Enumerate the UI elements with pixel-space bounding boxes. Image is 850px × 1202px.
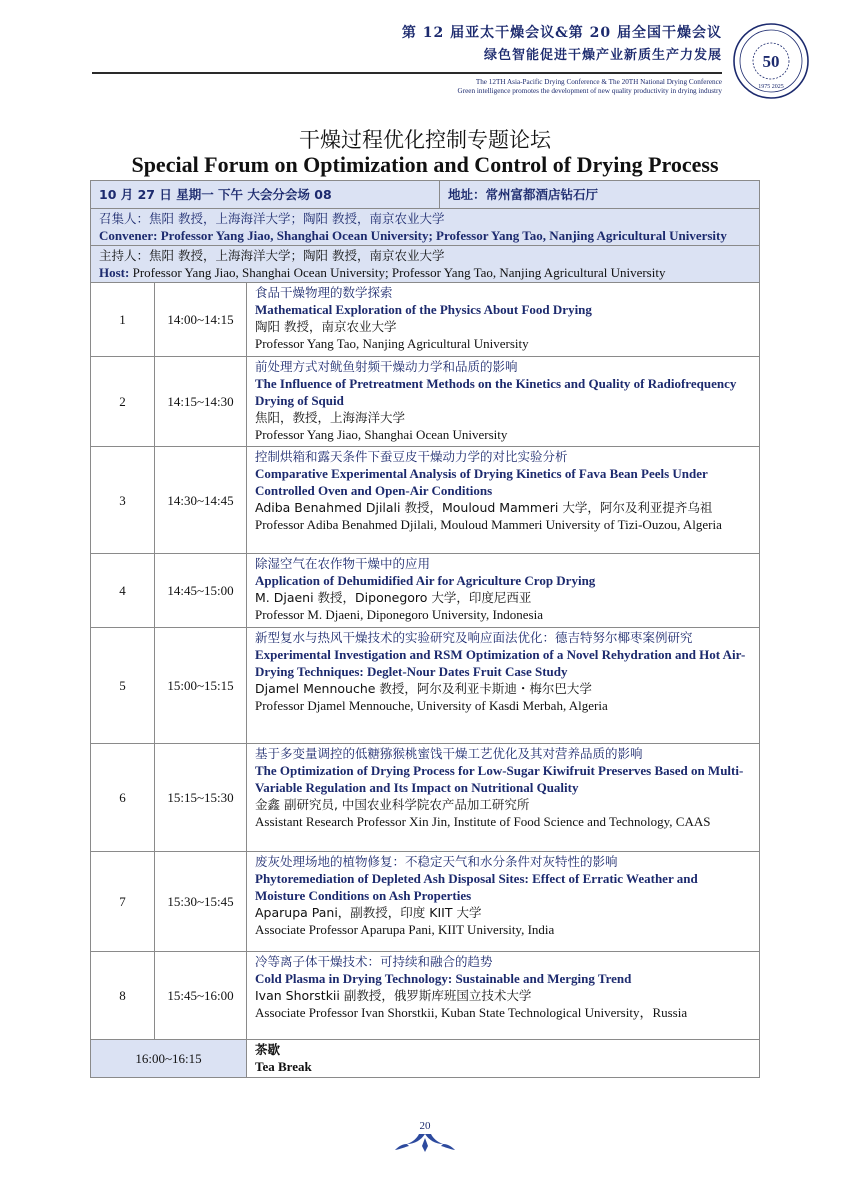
talk-speaker-en: Assistant Research Professor Xin Jin, Institute of Food Science and Technology, CAAS	[255, 814, 711, 829]
talk-speaker-en: Professor Djamel Mennouche, University of Kasdi Merbah, Algeria	[255, 698, 608, 713]
talk-number: 4	[91, 554, 155, 628]
talk-number: 6	[91, 744, 155, 852]
tea-break-title-cn: 茶歇	[255, 1042, 281, 1057]
talk-title-cn: 除湿空气在农作物干燥中的应用	[255, 556, 431, 571]
talk-speaker-cn: Aparupa Pani，副教授，印度 KIIT 大学	[255, 905, 482, 920]
header-conference-title-en: The 12TH Asia-Pacific Drying Conference & The 20TH National Drying Conference	[475, 78, 722, 86]
talk-speaker-en: Professor Adiba Benahmed Djilali, Mouloud Mammeri University of Tizi-Ouzou, Algeria	[255, 517, 722, 532]
host-en-label: Host:	[99, 265, 130, 280]
header-theme-en: Green intelligence promotes the development of new quality productivity in drying industry	[457, 87, 722, 95]
logo-number: 50	[762, 52, 780, 71]
host-row	[91, 246, 760, 283]
session-location: 地址：常州富都酒店钻石厅	[448, 187, 599, 202]
convener-en: Convener: Professor Yang Jiao, Shanghai Ocean University; Professor Yang Tao, Nanjing Agricultural University	[99, 228, 727, 243]
page-header	[0, 0, 850, 110]
talk-speaker-en: Associate Professor Ivan Shorstkii, Kuban State Technological University，Russia	[255, 1005, 688, 1020]
host-cn: 主持人：焦阳 教授，上海海洋大学；陶阳 教授，南京农业大学	[99, 248, 445, 263]
talk-speaker-cn: 金鑫 副研究员, 中国农业科学院农产品加工研究所	[255, 797, 530, 812]
talk-number: 3	[91, 447, 155, 554]
talk-row	[91, 628, 760, 744]
talk-row	[91, 744, 760, 852]
talk-title-en: The Influence of Pretreatment Methods on the Kinetics and Quality of Radiofrequency Drying of Squid	[255, 376, 737, 408]
talk-time: 15:45~16:00	[155, 952, 247, 1040]
talk-speaker-en: Professor Yang Jiao, Shanghai Ocean University	[255, 427, 508, 442]
talk-title-en: Experimental Investigation and RSM Optimization of a Novel Rehydration and Hot Air-Drying Techniques: Deglet-Nour Dates Fruit Case Study	[255, 647, 746, 679]
talk-row	[91, 852, 760, 952]
talk-title-en: Comparative Experimental Analysis of Drying Kinetics of Fava Bean Peels Under Controlled Oven and Open-Air Conditions	[255, 466, 708, 498]
host-en	[99, 264, 751, 281]
talk-speaker-cn: Adiba Benahmed Djilali 教授，Mouloud Mammeri 大学，阿尔及利亚提齐乌祖	[255, 500, 713, 515]
session-date: 10 月 27 日 星期一 下午 大会分会场 08	[91, 181, 440, 208]
header-conference-title-cn: 第 12 届亚太干燥会议&第 20 届全国干燥会议	[401, 25, 722, 41]
program-table	[90, 180, 760, 1078]
talk-row	[91, 357, 760, 447]
talk-title-cn: 食品干燥物理的数学探索	[255, 285, 393, 300]
talk-time: 14:15~14:30	[155, 357, 247, 447]
page-number: 20	[419, 1120, 431, 1132]
talk-title-en: The Optimization of Drying Process for Low-Sugar Kiwifruit Preserves Based on Multi-Variable Regulation and Its Impact on Nutritional Quality	[255, 763, 744, 795]
talk-number: 7	[91, 852, 155, 952]
talk-time: 14:00~14:15	[155, 283, 247, 357]
talk-row	[91, 952, 760, 1040]
talk-title-en: Cold Plasma in Drying Technology: Sustainable and Merging Trend	[255, 971, 632, 986]
talk-title-cn: 控制烘箱和露天条件下蚕豆皮干燥动力学的对比实验分析	[255, 449, 568, 464]
talk-speaker-cn: Ivan Shorstkii 副教授，俄罗斯库班国立技术大学	[255, 988, 532, 1003]
talk-row	[91, 283, 760, 357]
talk-title-cn: 前处理方式对鱿鱼射频干燥动力学和品质的影响	[255, 359, 518, 374]
talk-speaker-cn: Djamel Mennouche 教授，阿尔及利亚卡斯迪・梅尔巴大学	[255, 681, 592, 696]
talk-title-en: Application of Dehumidified Air for Agriculture Crop Drying	[255, 573, 596, 588]
header-theme-cn: 绿色智能促进干燥产业新质生产力发展	[483, 48, 722, 63]
convener-cn: 召集人：焦阳 教授，上海海洋大学；陶阳 教授，南京农业大学	[99, 211, 445, 226]
talk-time: 14:45~15:00	[155, 554, 247, 628]
tea-break-title-en: Tea Break	[255, 1059, 312, 1074]
convener-row	[91, 209, 760, 246]
talk-speaker-en: Associate Professor Aparupa Pani, KIIT University, India	[255, 922, 555, 937]
tea-break-row	[91, 1040, 760, 1078]
forum-title-en: Special Forum on Optimization and Control of Drying Process	[131, 152, 719, 177]
talk-title-en: Mathematical Exploration of the Physics About Food Drying	[255, 302, 592, 317]
forum-title-cn: 干燥过程优化控制专题论坛	[299, 128, 551, 152]
tea-break-time: 16:00~16:15	[91, 1040, 247, 1078]
conference-logo-icon	[732, 22, 810, 100]
session-info-row	[91, 181, 760, 209]
talk-time: 14:30~14:45	[155, 447, 247, 554]
header-divider	[92, 72, 722, 74]
talk-time: 15:00~15:15	[155, 628, 247, 744]
talk-title-cn: 新型复水与热风干燥技术的实验研究及响应面法优化：德吉特努尔椰枣案例研究	[255, 630, 693, 645]
talk-row	[91, 447, 760, 554]
talk-time: 15:30~15:45	[155, 852, 247, 952]
talk-title-cn: 基于多变量调控的低糖猕猴桃蜜饯干燥工艺优化及其对营养品质的影响	[255, 746, 643, 761]
talk-row	[91, 554, 760, 628]
talk-title-cn: 废灰处理场地的植物修复：不稳定天气和水分条件对灰特性的影响	[255, 854, 618, 869]
talk-time: 15:15~15:30	[155, 744, 247, 852]
talk-speaker-en: Professor Yang Tao, Nanjing Agricultural University	[255, 336, 529, 351]
talk-number: 5	[91, 628, 155, 744]
logo-years: 1975 2025	[758, 84, 784, 90]
talk-title-en: Phytoremediation of Depleted Ash Disposal Sites: Effect of Erratic Weather and Moisture Conditions on Ash Properties	[255, 871, 698, 903]
talk-number: 8	[91, 952, 155, 1040]
talk-speaker-cn: 陶阳 教授，南京农业大学	[255, 319, 397, 334]
talk-speaker-en: Professor M. Djaeni, Diponegoro University, Indonesia	[255, 607, 543, 622]
talk-title-cn: 冷等离子体干燥技术：可持续和融合的趋势	[255, 954, 493, 969]
talk-speaker-cn: 焦阳，教授，上海海洋大学	[255, 410, 406, 425]
talk-number: 2	[91, 357, 155, 447]
talk-speaker-cn: M. Djaeni 教授，Diponegoro 大学，印度尼西亚	[255, 590, 532, 605]
talk-number: 1	[91, 283, 155, 357]
host-en-names: Professor Yang Jiao, Shanghai Ocean University; Professor Yang Tao, Nanjing Agricultural University	[129, 265, 666, 280]
footer-ornament-icon	[393, 1130, 457, 1154]
